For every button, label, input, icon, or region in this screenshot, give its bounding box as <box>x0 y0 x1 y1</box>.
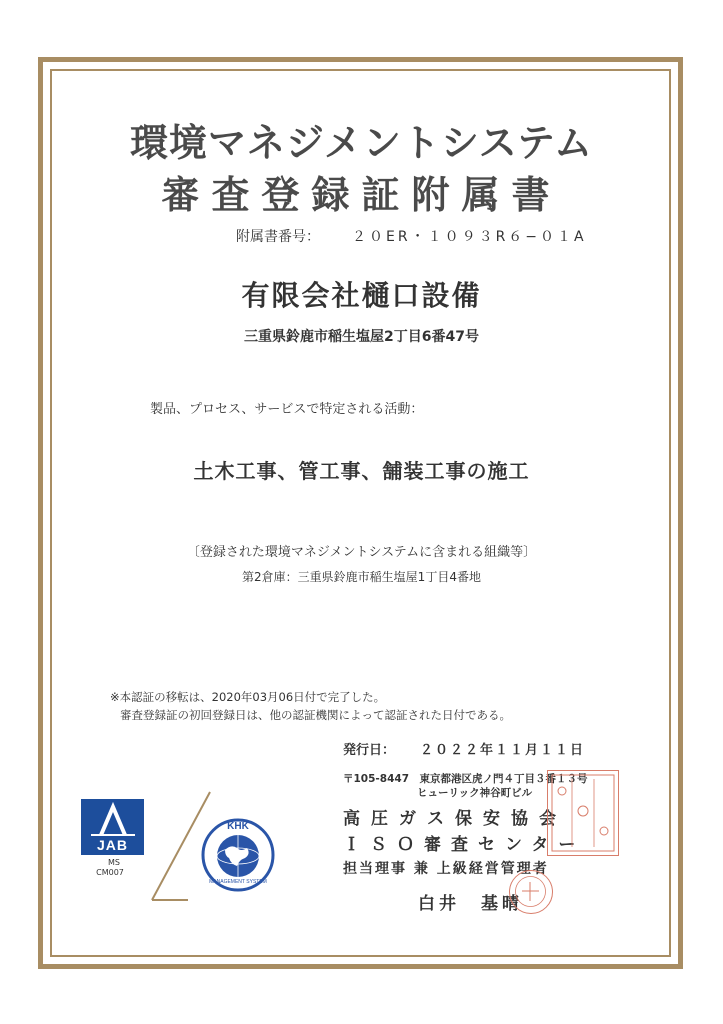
issue-date-label: 発行日： <box>343 743 396 758</box>
signatory-seal-pattern-icon <box>510 871 551 912</box>
annex-number-label: 附属書番号： <box>236 229 320 245</box>
scope-label: 製品、プロセス、サービスで特定される活動： <box>150 402 424 417</box>
included-sites-title: 〔登録された環境マネジメントシステムに含まれる組織等〕 <box>186 545 537 560</box>
scope-activity: 土木工事、管工事、舗装工事の施工 <box>193 459 530 483</box>
note-initial-registration: 審査登録証の初回登録日は、他の認証機関によって認証された日付である。 <box>120 708 511 722</box>
khk-logo-subtext: MANAGEMENT SYSTEM <box>209 879 267 885</box>
included-site-item: 第2倉庫：三重県鈴鹿市稲生塩屋1丁目4番地 <box>242 570 481 584</box>
annex-number: ２０ER・１０９３R６−０１A <box>352 229 587 245</box>
issuer-signatory-name: 白井 基晴 <box>418 894 523 914</box>
issuer-building: ヒューリック神谷町ビル <box>417 787 533 799</box>
organization-address: 三重県鈴鹿市稲生塩屋2丁目6番47号 <box>244 329 479 345</box>
signatory-seal <box>509 870 553 914</box>
certificate-title-line2: 審査登録証附属書 <box>161 173 562 217</box>
jab-cm-code: CM007 <box>96 868 124 877</box>
jab-logo-text: JAB <box>96 837 128 853</box>
jab-accreditation-logo <box>81 799 144 855</box>
note-transfer: ※本認証の移転は、2020年03月06日付で完了した。 <box>110 690 386 704</box>
organization-name: 有限会社樋口設備 <box>241 279 482 312</box>
association-seal <box>547 770 619 856</box>
issuer-association: 高圧ガス保安協会 <box>343 809 567 829</box>
certificate-title-line1: 環境マネジメントシステム <box>129 121 594 165</box>
association-seal-pattern-icon <box>548 771 618 855</box>
issuer-position: 担当理事 兼 上級経営管理者 <box>343 861 549 877</box>
issuer-center: ＩＳＯ審査センター <box>343 835 586 855</box>
issuer-postal-address: 〒105-8447 東京都港区虎ノ門４丁目３番１３号 <box>343 773 588 785</box>
khk-management-system-logo <box>201 818 275 892</box>
khk-logo-text: KHK <box>227 821 249 832</box>
issue-date: ２０２２年１１月１１日 <box>420 743 586 758</box>
jab-ms-label: MS <box>108 858 120 867</box>
